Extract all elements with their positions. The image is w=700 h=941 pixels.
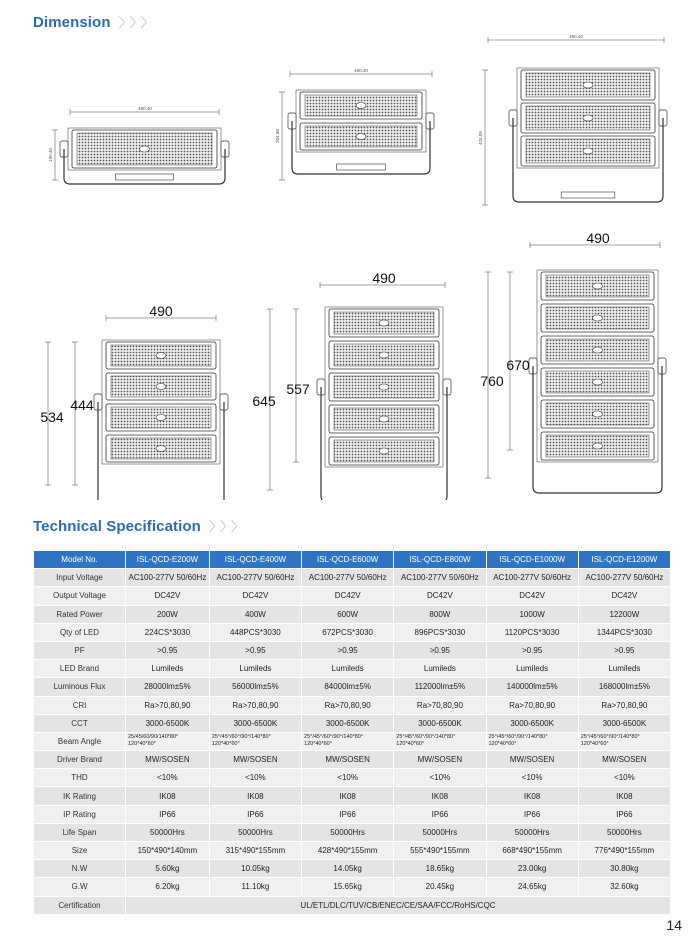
table-cell: DC42V (486, 587, 578, 605)
table-cell: AC100-277V 50/60Hz (486, 569, 578, 587)
table-row (34, 641, 671, 659)
logo-badge (583, 148, 593, 154)
header-e1000w: ISL-QCD-E1000W (486, 551, 578, 569)
table-cell: Ra>70,80,90 (486, 696, 578, 714)
table-cell: IK08 (578, 787, 670, 805)
table-cell: 25°/45°/60°/90°/140*80° 120*40*60° (394, 732, 486, 750)
table-row (34, 623, 671, 641)
dimension-label: 490 (586, 230, 610, 246)
table-cell: 3000-6500K (302, 714, 394, 732)
table-cell: 14.05kg (302, 860, 394, 878)
table-row (34, 714, 671, 732)
logo-badge (593, 283, 603, 289)
chevrons-icon: 〉〉〉 (208, 519, 242, 534)
table-cell: >0.95 (209, 641, 301, 659)
dimension-label: 426.09 (478, 131, 483, 145)
table-cell: 150*490*140mm (126, 842, 210, 860)
table-cell: MW/SOSEN (126, 751, 210, 769)
row-label: PF (34, 641, 126, 659)
logo-badge (583, 82, 593, 88)
logo-badge (593, 411, 603, 417)
table-cell: AC100-277V 50/60Hz (209, 569, 301, 587)
table-cell: 11.10kg (209, 878, 301, 896)
dimension-label: 645 (252, 393, 276, 409)
table-cell: 28000lm±5% (126, 678, 210, 696)
table-cell: 30.80kg (578, 860, 670, 878)
logo-badge (156, 353, 166, 359)
row-label: LED Brand (34, 660, 126, 678)
header-model: Model No. (34, 551, 126, 569)
table-cell: Ra>70,80,90 (394, 696, 486, 714)
table-row (34, 660, 671, 678)
table-row (34, 732, 671, 750)
table-cell: 555*490*155mm (394, 842, 486, 860)
table-cell: 12200W (578, 605, 670, 623)
table-cell: Lumileds (486, 660, 578, 678)
dimension-label: 444 (70, 397, 94, 413)
table-cell: 112000lm±5% (394, 678, 486, 696)
table-row (34, 805, 671, 823)
table-cell: <10% (486, 769, 578, 787)
dimension-label: 190.40 (48, 148, 53, 162)
table-cell: >0.95 (486, 641, 578, 659)
table-row (34, 842, 671, 860)
table-cell: DC42V (126, 587, 210, 605)
table-cell: 56000lm±5% (209, 678, 301, 696)
table-cell: AC100-277V 50/60Hz (394, 569, 486, 587)
table-cell: IP66 (486, 805, 578, 823)
row-label: G.W (34, 878, 126, 896)
table-cell: 672PCS*3030 (302, 623, 394, 641)
header-e200w: ISL-QCD-E200W (126, 551, 210, 569)
table-cell: 18.65kg (394, 860, 486, 878)
dimension-label: 490 (149, 303, 173, 319)
chevrons-icon: 〉〉〉 (118, 15, 152, 30)
table-cell: <10% (578, 769, 670, 787)
table-cell: Ra>70,80,90 (209, 696, 301, 714)
table-cell: AC100-277V 50/60Hz (578, 569, 670, 587)
table-cell: >0.95 (578, 641, 670, 659)
table-cell: IP66 (302, 805, 394, 823)
dimension-label: 557 (286, 381, 310, 397)
row-label: THD (34, 769, 126, 787)
row-label: Beam Angle (34, 732, 126, 750)
table-cell: 25°/45°/60°/90°/140*80° 120*40*60° (578, 732, 670, 750)
logo-badge (379, 320, 389, 326)
table-cell: 1120PCS*3030 (486, 623, 578, 641)
table-cell: 3000-6500K (394, 714, 486, 732)
table-row (34, 696, 671, 714)
table-cell: 3000-6500K (209, 714, 301, 732)
table-cell: DC42V (209, 587, 301, 605)
table-cell: 168000lm±5% (578, 678, 670, 696)
bracket-slot (116, 174, 174, 180)
logo-badge (156, 446, 166, 452)
table-cell: DC42V (578, 587, 670, 605)
table-cell: 1344PCS*3030 (578, 623, 670, 641)
row-label: CRI (34, 696, 126, 714)
table-row (34, 605, 671, 623)
table-row (34, 823, 671, 841)
row-label: Rated Power (34, 605, 126, 623)
table-cell: 776*490*155mm (578, 842, 670, 860)
table-cell: MW/SOSEN (209, 751, 301, 769)
logo-badge (156, 384, 166, 390)
table-cell: 800W (394, 605, 486, 623)
table-row (34, 769, 671, 787)
table-cell: 428*490*155mm (302, 842, 394, 860)
table-cell: 10.05kg (209, 860, 301, 878)
table-cell: Ra>70,80,90 (578, 696, 670, 714)
dimension-label: 490 (372, 270, 396, 286)
bracket-slot (337, 164, 386, 170)
table-cell: Ra>70,80,90 (302, 696, 394, 714)
table-row (34, 751, 671, 769)
table-cell: MW/SOSEN (394, 751, 486, 769)
page-number: 14 (666, 917, 682, 933)
table-cell: 84000lm±5% (302, 678, 394, 696)
table-cell: 50000Hrs (302, 823, 394, 841)
table-cell: Lumileds (126, 660, 210, 678)
logo-badge (356, 134, 366, 140)
table-cell: IK08 (126, 787, 210, 805)
logo-badge (593, 379, 603, 385)
header-e400w: ISL-QCD-E400W (209, 551, 301, 569)
dimension-label: 490.40 (354, 68, 368, 73)
logo-badge (140, 146, 150, 152)
spec-heading (33, 516, 242, 535)
row-label: Certification (34, 896, 126, 914)
table-cell: 25/45/60/90/140*80° 120*40*60° (126, 732, 210, 750)
table-row (34, 860, 671, 878)
table-cell: <10% (126, 769, 210, 787)
table-cell: 400W (209, 605, 301, 623)
row-label: IK Rating (34, 787, 126, 805)
table-cell: IK08 (302, 787, 394, 805)
row-label: CCT (34, 714, 126, 732)
table-cell: 3000-6500K (486, 714, 578, 732)
table-header-row (34, 551, 671, 569)
row-label: Qty of LED (34, 623, 126, 641)
table-cell: >0.95 (126, 641, 210, 659)
table-cell: IK08 (394, 787, 486, 805)
logo-badge (379, 416, 389, 422)
table-cell: 200W (126, 605, 210, 623)
row-label: Output Voltage (34, 587, 126, 605)
table-cell: 668*490*155mm (486, 842, 578, 860)
table-cell: 23.00kg (486, 860, 578, 878)
row-label: Driver Brand (34, 751, 126, 769)
logo-badge (379, 448, 389, 454)
table-row (34, 569, 671, 587)
dimension-label: 490.40 (569, 34, 583, 39)
table-cell: Lumileds (394, 660, 486, 678)
table-cell: <10% (302, 769, 394, 787)
row-label: Life Span (34, 823, 126, 841)
header-e800w: ISL-QCD-E800W (394, 551, 486, 569)
table-cell: 50000Hrs (209, 823, 301, 841)
table-row (34, 678, 671, 696)
dimension-label: 534 (40, 409, 64, 425)
table-cell: <10% (394, 769, 486, 787)
spec-title: Technical Specification (33, 518, 201, 535)
table-cell: MW/SOSEN (486, 751, 578, 769)
table-cell: 24.65kg (486, 878, 578, 896)
table-cell: 140000lm±5% (486, 678, 578, 696)
table-cell: 6.20kg (126, 878, 210, 896)
table-cell: DC42V (394, 587, 486, 605)
table-cell: AC100-277V 50/60Hz (126, 569, 210, 587)
dimension-label: 304.88 (275, 129, 280, 143)
table-cell: 25°/45°/60°/90°/140*80° 120*40*60° (209, 732, 301, 750)
table-cell: 50000Hrs (126, 823, 210, 841)
table-cell: 224CS*3030 (126, 623, 210, 641)
table-cell: 50000Hrs (578, 823, 670, 841)
table-cell: IP66 (126, 805, 210, 823)
table-cell: IK08 (486, 787, 578, 805)
table-cell: DC42V (302, 587, 394, 605)
row-label: Input Voltage (34, 569, 126, 587)
table-cell: MW/SOSEN (302, 751, 394, 769)
dimension-label: 670 (506, 357, 530, 373)
table-cell: <10% (209, 769, 301, 787)
logo-badge (593, 443, 603, 449)
table-cell: 5.60kg (126, 860, 210, 878)
table-cell: IP66 (209, 805, 301, 823)
table-cell: IP66 (578, 805, 670, 823)
table-cell: 448PCS*3030 (209, 623, 301, 641)
table-cell: 3000-6500K (126, 714, 210, 732)
row-label: IP Rating (34, 805, 126, 823)
table-cell: 25°/45°/60°/90°/140*80° 120*40*60° (486, 732, 578, 750)
table-cell: 50000Hrs (486, 823, 578, 841)
dimension-drawings (0, 30, 700, 500)
table-cell: Lumileds (209, 660, 301, 678)
table-cell: 25°/45°/60°/90°/140*80° 120*40*60° (302, 732, 394, 750)
table-cell: 896PCS*3030 (394, 623, 486, 641)
table-cell: 3000-6500K (578, 714, 670, 732)
table-cell: 600W (302, 605, 394, 623)
dimension-label: 760 (480, 373, 504, 389)
dimension-title: Dimension (33, 14, 111, 31)
logo-badge (593, 347, 603, 353)
spec-table (33, 550, 671, 915)
logo-badge (379, 352, 389, 358)
certification-value: UL/ETL/DLC/TUV/CB/ENEC/CE/SAA/FCC/RoHS/CQC (126, 896, 671, 914)
logo-badge (583, 115, 593, 121)
table-cell: MW/SOSEN (578, 751, 670, 769)
logo-badge (356, 103, 366, 109)
table-cell: >0.95 (394, 641, 486, 659)
header-e1200w: ISL-QCD-E1200W (578, 551, 670, 569)
table-cell: 315*490*155mm (209, 842, 301, 860)
header-e600w: ISL-QCD-E600W (302, 551, 394, 569)
table-cell: 32.60kg (578, 878, 670, 896)
row-label: Size (34, 842, 126, 860)
table-cell: AC100-277V 50/60Hz (302, 569, 394, 587)
table-cell: Ra>70,80,90 (126, 696, 210, 714)
table-cell: 1000W (486, 605, 578, 623)
table-cell: Lumileds (302, 660, 394, 678)
table-cell: 15.65kg (302, 878, 394, 896)
logo-badge (156, 415, 166, 421)
dimension-heading (33, 12, 152, 31)
row-label: Luminous Flux (34, 678, 126, 696)
table-cell: IK08 (209, 787, 301, 805)
row-label: N.W (34, 860, 126, 878)
table-row (34, 878, 671, 896)
table-cell: >0.95 (302, 641, 394, 659)
dimension-label: 490.40 (138, 106, 152, 111)
table-row (34, 587, 671, 605)
logo-badge (379, 384, 389, 390)
table-cell: IP66 (394, 805, 486, 823)
bracket-slot (561, 192, 615, 198)
logo-badge (593, 315, 603, 321)
table-cell: 50000Hrs (394, 823, 486, 841)
table-row (34, 896, 671, 914)
table-row (34, 787, 671, 805)
table-cell: 20.45kg (394, 878, 486, 896)
table-cell: Lumileds (578, 660, 670, 678)
